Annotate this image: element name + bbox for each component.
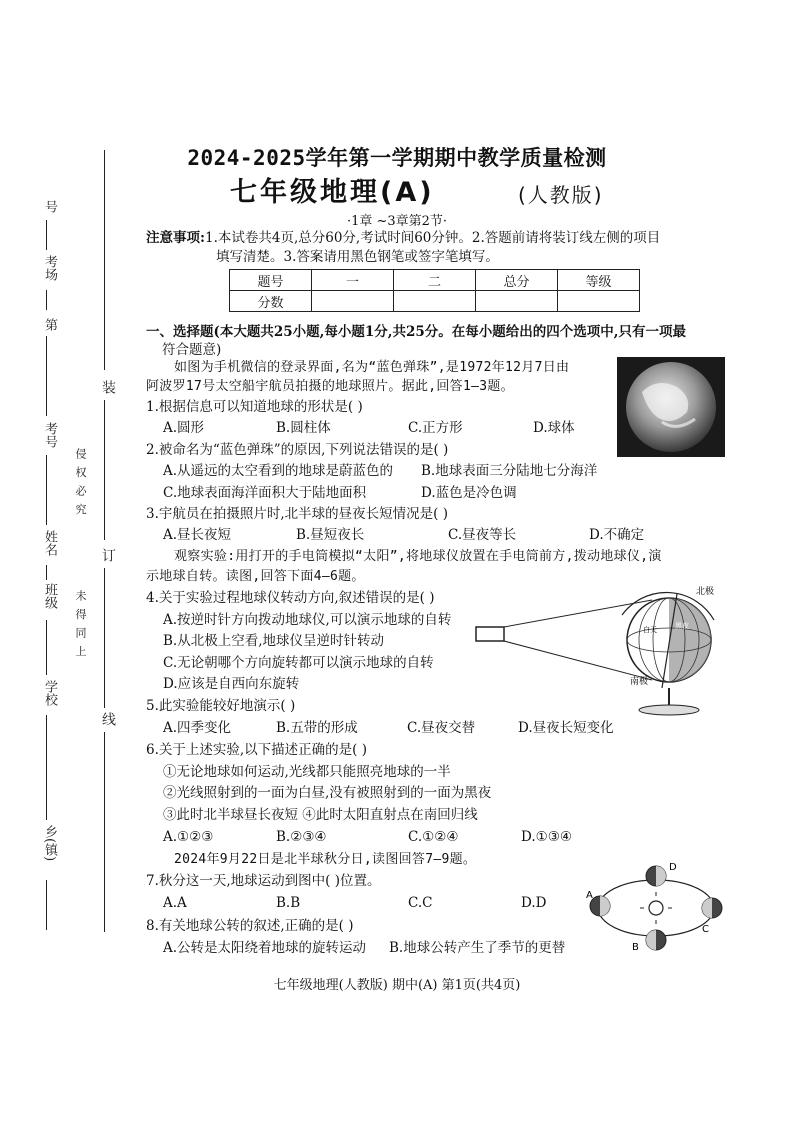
notes-label: 注意事项: <box>146 230 205 246</box>
edition-label: (人教版) <box>518 183 604 207</box>
globe-flashlight-diagram <box>472 580 722 720</box>
side-warning-2: 未 得 同 上 <box>74 590 87 659</box>
q3-option-d: D.不确定 <box>589 527 645 543</box>
q7-option-c: C.C <box>408 895 433 911</box>
intro-1-line-1: 如图为手机微信的登录界面,名为“蓝色弹珠”,是1972年12月7日由 <box>174 360 570 375</box>
side-exam-room-label: 考场 <box>42 255 57 281</box>
notes-line-2: 填写清楚。3.答案请用黑色钢笔或签字笔填写。 <box>216 249 499 265</box>
binding-mark-ding: 订 <box>100 548 116 562</box>
q1-option-b: B.圆柱体 <box>276 420 331 436</box>
side-blank-line <box>46 880 47 930</box>
notes-block <box>146 229 726 267</box>
intro-1-line-2: 阿波罗17号太空船宇航员拍摄的地球照片。据此,回答1—3题。 <box>146 379 514 394</box>
exam-scope: ·1章 ~3章第2节· <box>346 214 448 229</box>
intro-3: 2024年9月22日是北半球秋分日,读图回答7—9题。 <box>174 852 477 867</box>
table-cell <box>394 291 476 312</box>
q6-option-b: B.②③④ <box>276 829 327 845</box>
night-label: 黑夜 <box>675 622 689 630</box>
side-blank-line <box>46 715 47 820</box>
question-8-stem: 8.有关地球公转的叙述,正确的是( ) <box>146 918 354 934</box>
side-blank-line <box>46 565 47 580</box>
q5-option-a: A.四季变化 <box>163 720 232 736</box>
q5-option-c: C.昼夜交替 <box>407 720 476 736</box>
q5-option-b: B.五带的形成 <box>276 720 358 736</box>
side-blank-line <box>46 620 47 675</box>
side-copyright-warning: 侵 权 必 究 <box>74 448 87 517</box>
q6-option-c: C.①②④ <box>408 829 459 845</box>
q7-option-a: A.A <box>163 895 187 911</box>
side-blank-line <box>46 290 47 310</box>
intro-2-line-2: 示地球自转。读图,回答下面4—6题。 <box>146 569 365 584</box>
orbit-label-b: B <box>632 942 639 953</box>
q6-statement-1: ①无论地球如何运动,光线都只能照亮地球的一半 <box>163 764 451 780</box>
table-cell <box>476 291 558 312</box>
side-school-label: 学校 <box>42 680 57 706</box>
side-class-label: 班级 <box>42 583 57 609</box>
table-cell: 二 <box>394 270 476 291</box>
q6-option-a: A.①②③ <box>163 829 214 845</box>
south-pole-label: 南极 <box>630 677 649 687</box>
exam-title: 2024-2025学年第一学期期中教学质量检测 <box>187 146 607 170</box>
table-cell: 分数 <box>230 291 312 312</box>
orbit-label-c: C <box>702 924 709 935</box>
earth-orbit-diagram <box>584 858 729 958</box>
question-3-stem: 3.宇航员在拍摄照片时,北半球的昼夜长短情况是( ) <box>146 506 448 522</box>
flashlight-icon <box>476 627 504 641</box>
section-heading: 一、选择题(本大题共25小题,每小题1分,共25分。在每小题给出的四个选项中,只有一项最 <box>146 324 686 340</box>
q2-option-d: D.蓝色是冷色调 <box>421 485 517 501</box>
table-cell <box>312 291 394 312</box>
q4-option-d: D.应该是自西向东旋转 <box>163 676 300 692</box>
intro-2-line-1: 观察实验:用打开的手电筒模拟“太阳”,将地球仪放置在手电筒前方,拨动地球仪,演 <box>174 549 662 564</box>
q5-option-d: D.昼夜长短变化 <box>518 720 614 736</box>
earth-photo <box>617 357 725 457</box>
subject-title: 七年级地理(A) <box>230 177 435 208</box>
q1-option-d: D.球体 <box>533 420 575 436</box>
q4-option-b: B.从北极上空看,地球仪呈逆时针转动 <box>163 633 385 649</box>
north-pole-label: 北极 <box>696 587 715 597</box>
question-4-stem: 4.关于实验过程地球仪转动方向,叙述错误的是( ) <box>146 590 435 606</box>
q3-option-c: C.昼夜等长 <box>448 527 517 543</box>
side-name-label: 姓名 <box>42 530 57 556</box>
binding-mark-xian: 线 <box>100 712 116 726</box>
q7-option-b: B.B <box>276 895 301 911</box>
earth-image <box>617 357 725 457</box>
binding-mark-zhuang: 装 <box>100 380 116 394</box>
score-table <box>229 269 640 312</box>
q8-option-b: B.地球公转产生了季节的更替 <box>389 940 566 956</box>
table-cell: 题号 <box>230 270 312 291</box>
side-di-label: 第 <box>42 318 57 331</box>
day-label: 白天 <box>643 626 657 634</box>
page-footer: 七年级地理(人教版) 期中(A) 第1页(共4页) <box>273 978 521 993</box>
question-2-stem: 2.被命名为“蓝色弹珠”的原因,下列说法错误的是( ) <box>146 442 449 458</box>
binding-dashed-line <box>104 400 105 540</box>
q6-option-d: D.①③④ <box>521 829 572 845</box>
question-1-stem: 1.根据信息可以知道地球的形状是( ) <box>146 399 363 415</box>
q6-statement-3-4: ③此时北半球昼长夜短 ④此时太阳直射点在南回归线 <box>163 807 478 823</box>
q2-option-c: C.地球表面海洋面积大于陆地面积 <box>163 485 367 501</box>
q1-option-c: C.正方形 <box>408 420 463 436</box>
q7-option-d: D.D <box>521 895 547 911</box>
binding-dashed-line <box>104 150 105 370</box>
notes-line-1: 1.本试卷共4页,总分60分,考试时间60分钟。2.答题前请将装订线左侧的项目 <box>204 230 661 246</box>
binding-dashed-line <box>104 732 105 932</box>
table-cell <box>558 291 640 312</box>
side-blank-line <box>46 455 47 525</box>
q4-option-c: C.无论朝哪个方向旋转都可以演示地球的自转 <box>163 655 434 671</box>
question-5-stem: 5.此实验能较好地演示( ) <box>146 698 296 714</box>
q3-option-a: A.昼长夜短 <box>163 527 232 543</box>
side-exam-number-label: 号 <box>42 200 57 213</box>
sun-icon <box>649 901 663 915</box>
question-7-stem: 7.秋分这一天,地球运动到图中( )位置。 <box>146 873 381 889</box>
orbit-label-d: D <box>669 862 677 873</box>
side-town-label: 乡(镇) <box>42 825 57 862</box>
question-6-stem: 6.关于上述实验,以下描述正确的是( ) <box>146 742 367 758</box>
q6-statement-2: ②光线照射到的一面为白昼,没有被照射到的一面为黑夜 <box>163 785 492 801</box>
q3-option-b: B.昼短夜长 <box>296 527 365 543</box>
q8-option-a: A.公转是太阳绕着地球的旋转运动 <box>163 940 367 956</box>
table-cell: 一 <box>312 270 394 291</box>
score-table-score-row <box>230 291 640 312</box>
section-heading-cont: 符合题意) <box>162 342 222 358</box>
table-cell: 总分 <box>476 270 558 291</box>
binding-dashed-line <box>104 568 105 708</box>
score-table-header-row <box>230 270 640 291</box>
table-cell: 等级 <box>558 270 640 291</box>
q4-option-a: A.按逆时针方向拨动地球仪,可以演示地球的自转 <box>163 612 452 628</box>
side-blank-line <box>46 336 47 416</box>
orbit-label-a: A <box>586 890 593 901</box>
side-student-number-label: 考号 <box>42 422 57 448</box>
q1-option-a: A.圆形 <box>163 420 205 436</box>
q2-option-b: B.地球表面三分陆地七分海洋 <box>421 463 598 479</box>
q2-option-a: A.从遥远的太空看到的地球是蔚蓝色的 <box>163 463 394 479</box>
